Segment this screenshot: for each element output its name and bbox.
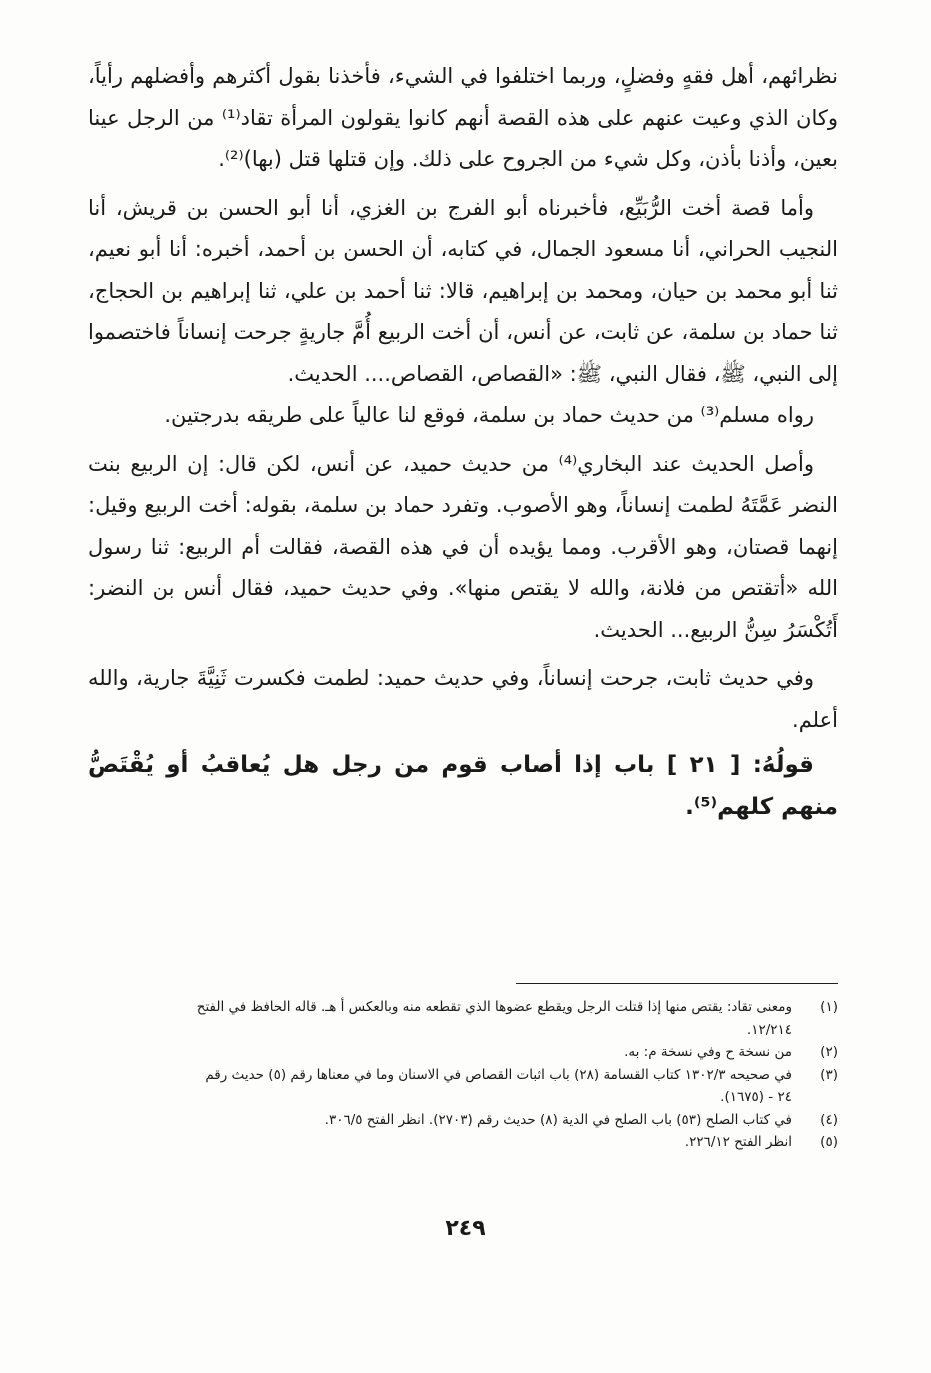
- footnote-text: من نسخة ح وفي نسخة م: به.: [624, 1044, 792, 1060]
- paragraph-1: نظرائهم، أهل فقهٍ وفضلٍ، وربما اختلفوا في الشيء، فأخذنا بقول أكثرهم وأفضلهم رأياً، وكان الذي وعيت عنهم على هذه القصة أنهم كانوا يقولون المرأة تقاد⁽¹⁾ من الرجل عينا بعين، وأذنا بأذن، وكل شيء من الجروح على ذلك. وإن قتلها قتل (بها)⁽²⁾.: [88, 64, 838, 171]
- footnote-continuation: ١٢/٢١٤.: [746, 1021, 792, 1038]
- footnote-number: (١): [820, 999, 838, 1015]
- footnote-text: انظر الفتح ٢٢٦/١٢.: [684, 1134, 792, 1150]
- page-number: ٢٤٩: [445, 1216, 486, 1241]
- footnote-number: (٤): [820, 1111, 838, 1128]
- main-text: [88, 56, 838, 828]
- footnote-2: [88, 1041, 838, 1064]
- paragraph-5: وفي حديث ثابت، جرحت إنساناً، وفي حديث حميد: لطمت فكسرت ثَنِيَّةَ جارية، والله أعلم.: [88, 666, 838, 732]
- heading-label: قولُهُ:: [752, 752, 814, 778]
- footnote-4: [88, 1109, 838, 1132]
- heading-text: [ ٢١ ] باب إذا أصاب قوم من رجل هل يُعاقبُ أو يُقْتَصُّ منهم كلهم⁽⁵⁾.: [88, 752, 838, 820]
- footnote-text: ومعنى تقاد: يقتص منها إذا قتلت الرجل ويقطع عضوها الذي تقطعه منه وبالعكس أ هـ. قاله الحافظ في الفتح: [196, 999, 792, 1015]
- footnote-continuation: ٢٤ - (١٦٧٥).: [720, 1089, 792, 1105]
- footnote-text: في كتاب الصلح (٥٣) باب الصلح في الدية (٨) حديث رقم (٢٧٠٣). انظر الفتح ٣٠٦/٥.: [324, 1111, 792, 1128]
- footnote-3: [88, 1064, 838, 1109]
- footnote-number: (٥): [820, 1134, 838, 1150]
- footnote-1: [88, 996, 838, 1041]
- chapter-heading: [88, 745, 838, 828]
- footnote-text: في صحيحه ١٣٠٢/٣ كتاب القسامة (٢٨) باب اثبات القصاص في الاسنان وما في معناها رقم (٥) حديث رقم: [205, 1066, 792, 1083]
- footnote-number: (٢): [820, 1044, 838, 1060]
- paragraph-2: وأما قصة أخت الرُّبَيِّع، فأخبرناه أبو الفرج بن الغزي، أنا أبو الحسن بن قريش، أنا النجيب الحراني، أنا مسعود الجمال، في كتابه، أن الحسن بن أحمد، أخبره: أنا أبو نعيم، ثنا أبو محمد بن حيان، ومحمد بن إبراهيم، قالا: ثنا أحمد بن علي، ثنا إبراهيم بن الحجاج، ثنا حماد بن سلمة، عن ثابت، عن أنس، أن أخت الربيع أُمَّ جاريةٍ جرحت إنساناً فاختصموا إلى النبي، ﷺ، فقال النبي، ﷺ: «القصاص، القصاص.... الحديث.: [88, 195, 838, 386]
- paragraph-4: وأصل الحديث عند البخاري⁽⁴⁾ من حديث حميد، عن أنس، لكن قال: إن الربيع بنت النضر عَمَّتَهُ لطمت إنساناً، وهو الأصوب. وتفرد حماد بن سلمة، بقوله: أخت الربيع وقيل: إنهما قصتان، وهو الأقرب. ومما يؤيده أن في هذه القصة، فقالت أم الربيع: ثنا رسول الله «أتقتص من فلانة، والله لا يقتص منها». وفي حديث حميد، فقال أنس بن النضر: أَتُكْسَرُ سِنُّ الربيع... الحديث.: [88, 451, 838, 642]
- footnotes: [88, 996, 838, 1154]
- footnote-number: (٣): [820, 1066, 838, 1083]
- footnote-5: [88, 1131, 838, 1154]
- paragraph-3: رواه مسلم⁽³⁾ من حديث حماد بن سلمة، فوقع لنا عالياً على طريقه بدرجتين.: [164, 403, 814, 427]
- footnote-divider: [516, 983, 838, 984]
